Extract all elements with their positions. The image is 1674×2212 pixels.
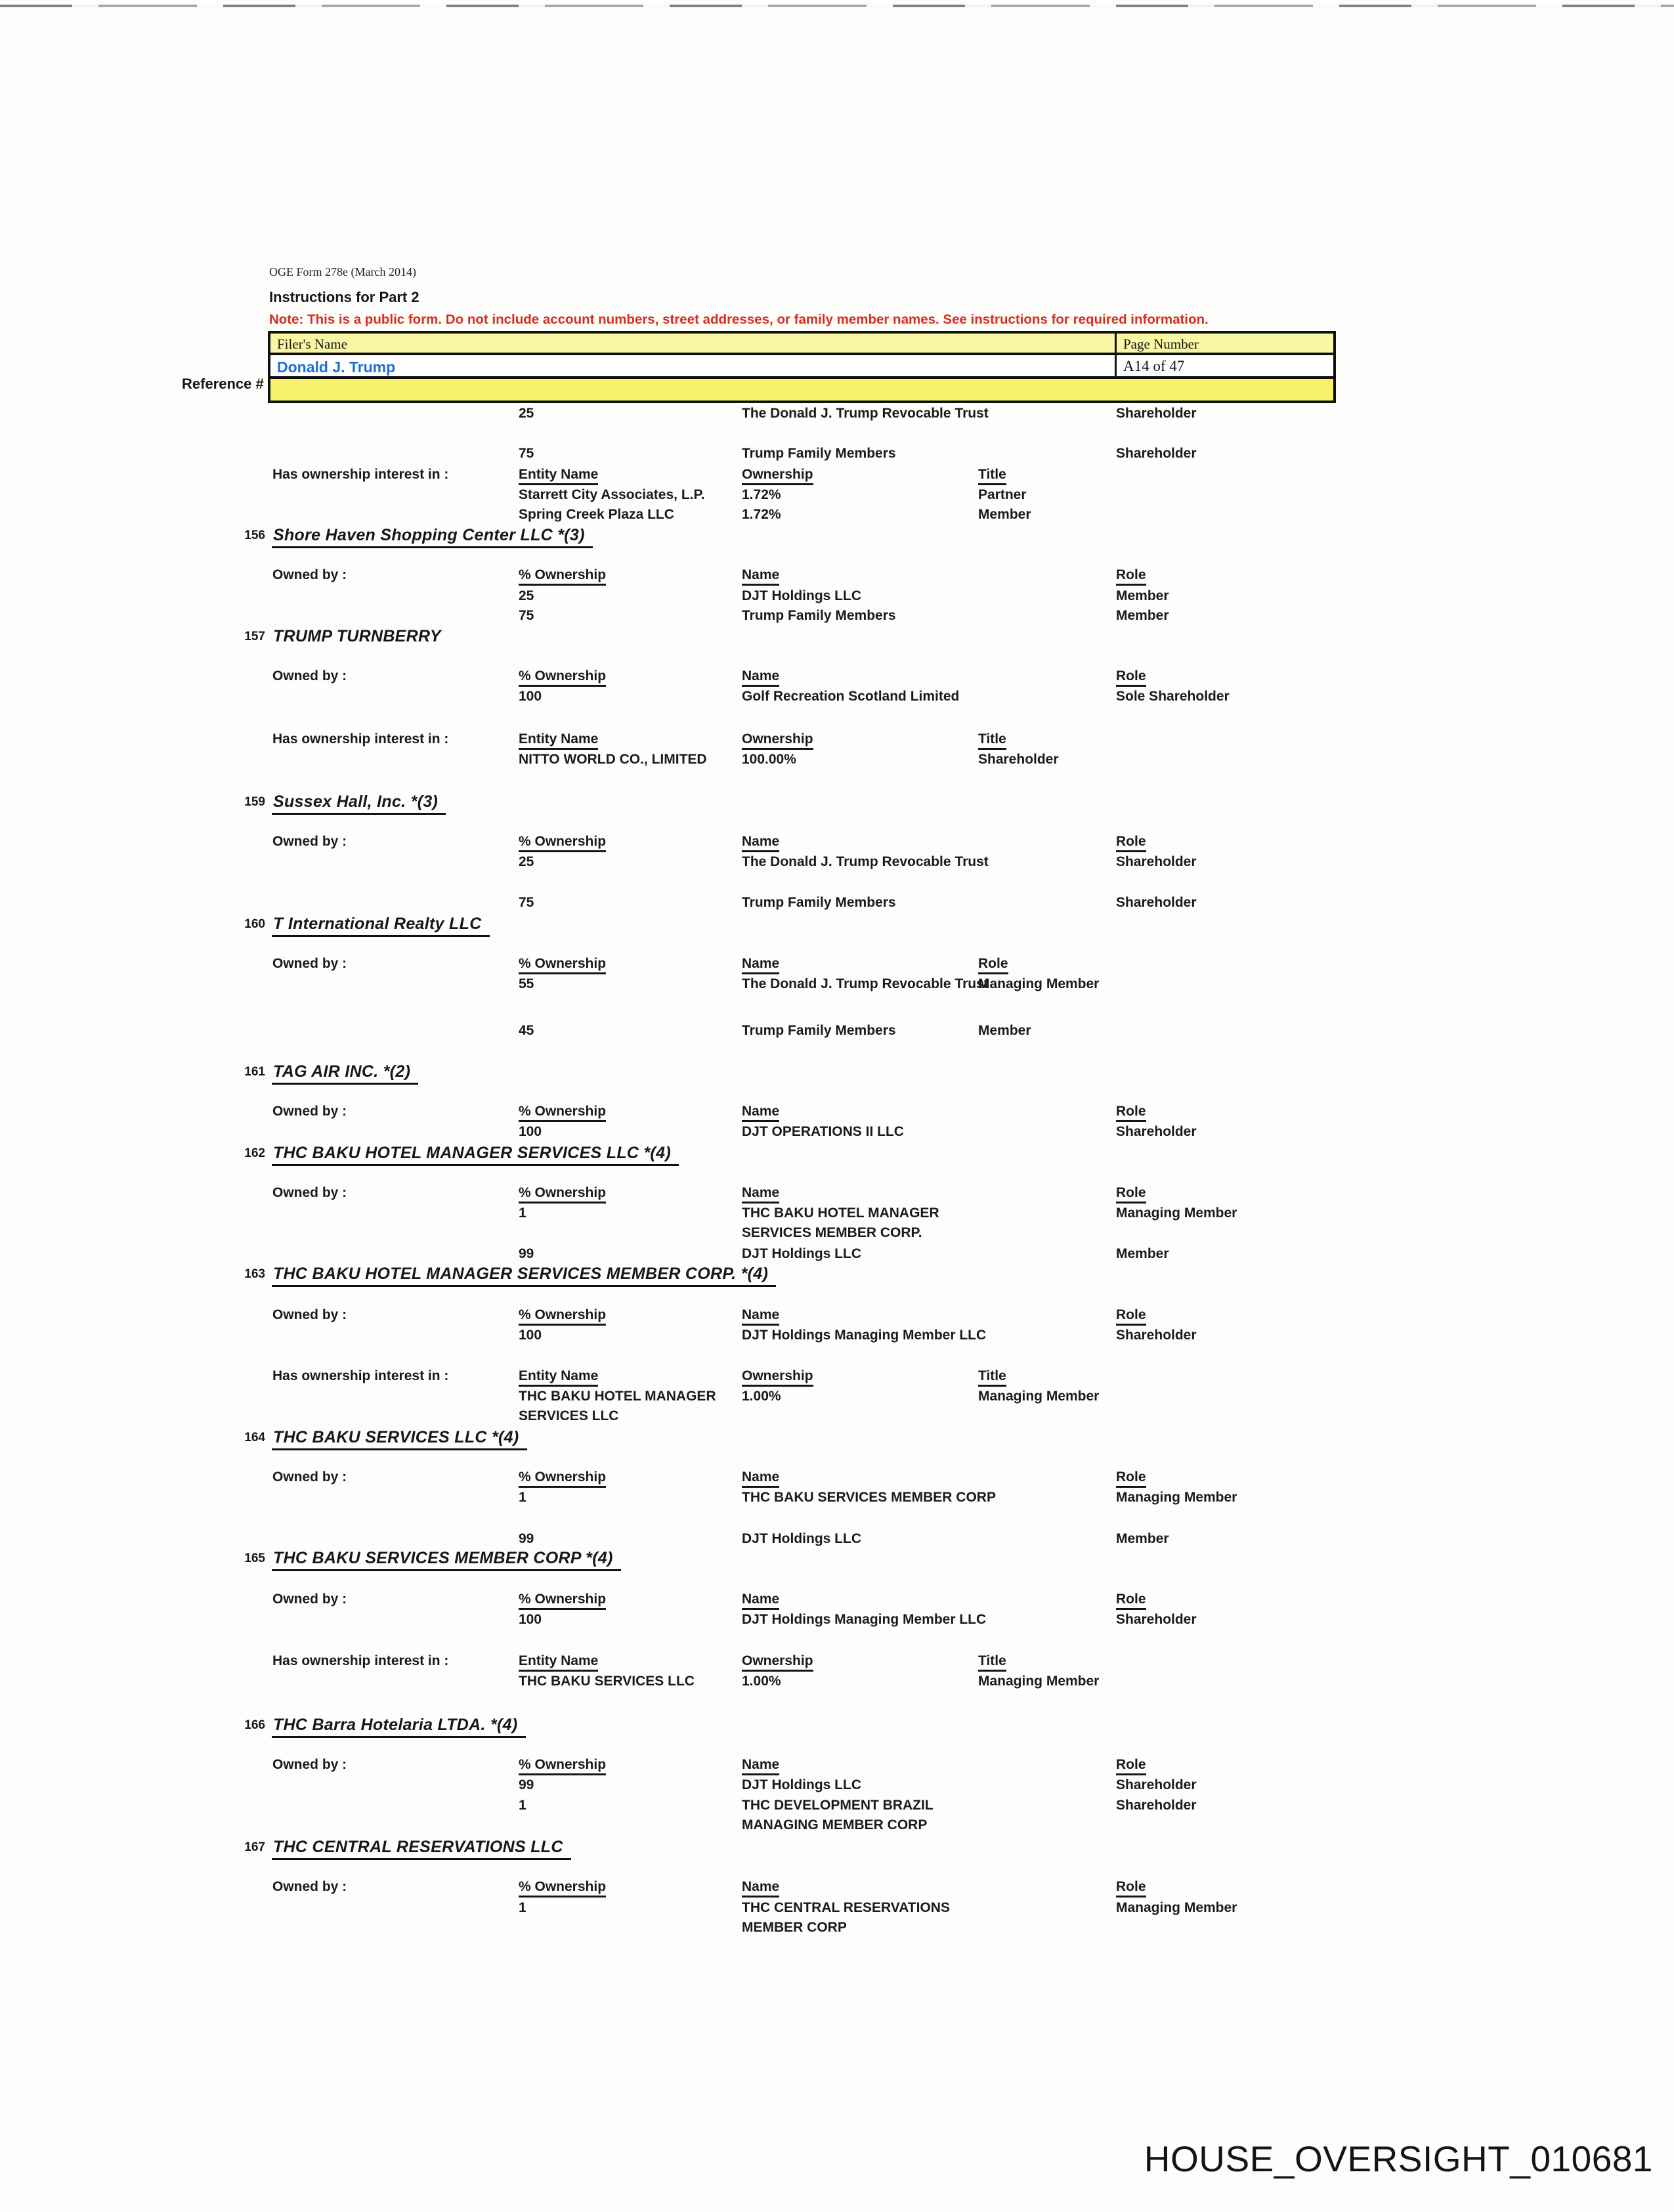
spacer-cell: [272, 1898, 519, 1938]
interest-row: [272, 485, 1674, 505]
filer-name-label: Filer's Name: [270, 334, 1117, 353]
role-value: Shareholder: [1116, 446, 1197, 461]
owned-by-label: Owned by :: [272, 834, 347, 849]
role-header-text: Role: [1116, 567, 1146, 586]
section-heading-166: [231, 1716, 1674, 1742]
spacer-cell: [272, 586, 519, 606]
title-header-text: Title: [978, 1368, 1006, 1387]
ownership-row: [272, 606, 1674, 626]
role-header: [1116, 1183, 1674, 1204]
name-header-text: Name: [742, 1469, 779, 1488]
owner-name-line1: THC BAKU HOTEL MANAGER: [742, 1205, 939, 1221]
owner-name: Golf Recreation Scotland Limited: [742, 689, 960, 704]
name-header-text: Name: [742, 833, 779, 852]
section-title: TAG AIR INC. *(2): [272, 1062, 418, 1085]
entity-name: Starrett City Associates, L.P.: [519, 487, 705, 502]
owner-name: DJT Holdings LLC: [742, 588, 861, 603]
ownership-row: [272, 1775, 1674, 1795]
pct-value: 25: [519, 588, 534, 603]
pct-header: [519, 1183, 742, 1204]
owner-name-line2: SERVICES MEMBER CORP.: [742, 1225, 922, 1240]
entity-name-header: [519, 465, 742, 485]
pct-value: 75: [519, 895, 534, 910]
role-value: Managing Member: [978, 976, 1100, 991]
role-header: [1116, 1755, 1674, 1775]
section-heading-165: [231, 1549, 1674, 1575]
owner-name: DJT Holdings LLC: [742, 1531, 861, 1546]
role-value: Member: [1116, 1531, 1169, 1546]
owned-by-label: Owned by :: [272, 567, 347, 582]
scan-artifact-top-edge: [0, 5, 1674, 7]
pct-header: [519, 1590, 742, 1610]
pct-header: [519, 1755, 742, 1775]
bates-stamp: HOUSE_OVERSIGHT_010681: [1144, 2138, 1653, 2179]
owned-by-label: Owned by :: [272, 668, 347, 683]
role-header-text: Role: [978, 955, 1008, 974]
ownership-row: [272, 1021, 1674, 1041]
ownership-value: 1.72%: [742, 507, 781, 522]
role-header: [1116, 1467, 1674, 1488]
ownership-listing: [0, 394, 1674, 1938]
name-header: [742, 1877, 1116, 1898]
section-title: THC BAKU HOTEL MANAGER SERVICES MEMBER CORP. *(4): [272, 1265, 776, 1287]
pct-value: 75: [519, 446, 534, 461]
name-header: [742, 666, 1116, 687]
pct-value: 1: [519, 1798, 526, 1813]
pct-header-text: % Ownership: [519, 955, 606, 974]
ownership-header-text: Ownership: [742, 1368, 813, 1387]
pct-value: 1: [519, 1490, 526, 1505]
spacer-cell: [272, 1775, 519, 1795]
owner-name: The Donald J. Trump Revocable Trust: [742, 976, 989, 991]
spacer-cell: [272, 606, 519, 626]
section-title: THC CENTRAL RESERVATIONS LLC: [272, 1838, 571, 1860]
pct-header-text: % Ownership: [519, 1469, 606, 1488]
entity-name: [519, 1387, 742, 1426]
ownership-row: [272, 687, 1674, 706]
role-value: Member: [978, 1023, 1031, 1038]
name-header-text: Name: [742, 1878, 779, 1898]
role-header-text: Role: [1116, 1756, 1146, 1775]
owned-by-header: [272, 1755, 1674, 1775]
ownership-header: [742, 465, 978, 485]
name-header-text: Name: [742, 1307, 779, 1326]
section-title: THC Barra Hotelaria LTDA. *(4): [272, 1716, 526, 1738]
ownership-row: [272, 974, 1674, 994]
role-value: Member: [1116, 1246, 1169, 1261]
pct-header: [519, 565, 742, 586]
section-number: 164: [244, 1431, 265, 1444]
filer-name-value: Donald J. Trump: [270, 355, 1117, 376]
entity-name-header: [519, 1651, 742, 1672]
spacer-cell: [272, 750, 519, 770]
pct-header: [519, 1467, 742, 1488]
section-title: Sussex Hall, Inc. *(3): [272, 792, 446, 815]
owned-by-header: [272, 565, 1674, 586]
name-header: [742, 565, 1116, 586]
has-interest-label: Has ownership interest in :: [272, 1368, 449, 1383]
section-number: 162: [244, 1146, 265, 1160]
section-number: 166: [244, 1718, 265, 1732]
spacer-cell: [272, 1488, 519, 1507]
pct-header: [519, 1102, 742, 1122]
owned-by-header: [272, 666, 1674, 687]
filer-table-header-row: [270, 334, 1333, 355]
pct-header-text: % Ownership: [519, 668, 606, 687]
spacer-cell: [272, 1244, 519, 1264]
role-header-text: Role: [1116, 668, 1146, 687]
pct-value: 99: [519, 1531, 534, 1546]
pct-value: 25: [519, 854, 534, 869]
pct-header-text: % Ownership: [519, 1756, 606, 1775]
ownership-row: [272, 1326, 1674, 1345]
title-value: Managing Member: [978, 1389, 1100, 1404]
title-header-text: Title: [978, 1653, 1006, 1672]
spacer-cell: [272, 1387, 519, 1426]
owner-name: DJT Holdings Managing Member LLC: [742, 1328, 987, 1343]
name-header: [742, 1755, 1116, 1775]
role-value: Managing Member: [1116, 1490, 1237, 1505]
ownership-header: [742, 1366, 978, 1387]
owner-name: Trump Family Members: [742, 608, 896, 623]
ownership-value: 1.00%: [742, 1389, 781, 1404]
has-interest-header: [272, 465, 1674, 485]
pct-value: 99: [519, 1777, 534, 1792]
owned-by-header: [272, 1590, 1674, 1610]
pct-header-text: % Ownership: [519, 1591, 606, 1610]
owned-by-header: [272, 1877, 1674, 1898]
owner-name: [742, 1898, 1116, 1938]
title-value: Member: [978, 507, 1031, 522]
owned-by-label: Owned by :: [272, 1592, 347, 1607]
owned-by-label: Owned by :: [272, 1469, 347, 1485]
pct-value: 100: [519, 1612, 542, 1627]
page-number-label: Page Number: [1123, 336, 1199, 352]
spacer-cell: [272, 974, 519, 994]
name-header: [742, 1590, 1116, 1610]
filer-table-value-row: [270, 355, 1333, 379]
owned-by-label: Owned by :: [272, 1307, 347, 1322]
public-form-note: Note: This is a public form. Do not include account numbers, street addresses, or family member names. See instructions for required information.: [269, 312, 1209, 327]
name-header-text: Name: [742, 668, 779, 687]
pct-header-text: % Ownership: [519, 1878, 606, 1898]
section-heading-161: [231, 1062, 1674, 1089]
section-title: T International Realty LLC: [272, 915, 490, 937]
ownership-value: 1.00%: [742, 1674, 781, 1689]
spacer-cell: [272, 1610, 519, 1630]
owned-by-label: Owned by :: [272, 1185, 347, 1200]
owner-name-line2: MANAGING MEMBER CORP: [742, 1817, 928, 1832]
owner-name-line2: MEMBER CORP: [742, 1920, 847, 1935]
ownership-row: [272, 1244, 1674, 1264]
pct-header: [519, 666, 742, 687]
owner-name: [742, 1796, 1116, 1835]
section-title: THC BAKU SERVICES MEMBER CORP *(4): [272, 1549, 621, 1571]
spacer-cell: [272, 1122, 519, 1142]
name-header-text: Name: [742, 1756, 779, 1775]
owned-by-label: Owned by :: [272, 956, 347, 971]
title-header: [978, 1366, 1674, 1387]
filer-info-table: [268, 331, 1336, 403]
owner-name: DJT Holdings Managing Member LLC: [742, 1612, 987, 1627]
has-interest-header: [272, 729, 1674, 750]
pct-value: 99: [519, 1246, 534, 1261]
owner-name: The Donald J. Trump Revocable Trust: [742, 406, 989, 421]
ownership-row: [272, 1610, 1674, 1630]
role-value: Shareholder: [1116, 1124, 1197, 1139]
spacer-cell: [272, 1529, 519, 1549]
pct-header: [519, 1305, 742, 1326]
section-number: 156: [244, 529, 265, 542]
pct-value: 100: [519, 1328, 542, 1343]
section-title: THC BAKU HOTEL MANAGER SERVICES LLC *(4): [272, 1144, 679, 1166]
ownership-header-text: Ownership: [742, 466, 813, 485]
role-value: Sole Shareholder: [1116, 689, 1230, 704]
name-header-text: Name: [742, 1103, 779, 1122]
role-header: [1116, 1102, 1674, 1122]
role-header-text: Role: [1116, 1878, 1146, 1898]
pct-value: 1: [519, 1900, 526, 1915]
section-heading-159: [231, 792, 1674, 819]
section-title: THC BAKU SERVICES LLC *(4): [272, 1428, 527, 1450]
owner-name: DJT Holdings LLC: [742, 1777, 861, 1792]
interest-row: [272, 750, 1674, 770]
entity-name: THC BAKU SERVICES LLC: [519, 1674, 695, 1689]
pct-value: 25: [519, 406, 534, 421]
role-header: [978, 954, 1674, 974]
title-header: [978, 1651, 1674, 1672]
role-header: [1116, 565, 1674, 586]
owned-by-header: [272, 954, 1674, 974]
pct-header: [519, 954, 742, 974]
pct-header-text: % Ownership: [519, 1307, 606, 1326]
title-value: Partner: [978, 487, 1027, 502]
instructions-heading: Instructions for Part 2: [269, 289, 419, 305]
section-heading-160: [231, 915, 1674, 941]
name-header-text: Name: [742, 1184, 779, 1204]
section-heading-164: [231, 1428, 1674, 1454]
owner-name: Trump Family Members: [742, 895, 896, 910]
role-value: Shareholder: [1116, 854, 1197, 869]
spacer-cell: [272, 1204, 519, 1243]
section-title: Shore Haven Shopping Center LLC *(3): [272, 526, 593, 548]
owned-by-header: [272, 1467, 1674, 1488]
entity-name-header: [519, 729, 742, 750]
owner-name-line1: THC DEVELOPMENT BRAZIL: [742, 1798, 934, 1813]
name-header: [742, 954, 978, 974]
pct-value: 75: [519, 608, 534, 623]
has-interest-label: Has ownership interest in :: [272, 467, 449, 482]
role-header-text: Role: [1116, 833, 1146, 852]
interest-row: [272, 1672, 1674, 1691]
section-number: 159: [244, 795, 265, 809]
role-header: [1116, 1877, 1674, 1898]
ownership-header: [742, 1651, 978, 1672]
entity-name-header-text: Entity Name: [519, 1653, 598, 1672]
ownership-header-text: Ownership: [742, 731, 813, 750]
ownership-row: [272, 1898, 1674, 1938]
title-header: [978, 729, 1674, 750]
name-header: [742, 832, 1116, 852]
role-header-text: Role: [1116, 1103, 1146, 1122]
owner-name: [742, 1204, 1116, 1243]
form-id: OGE Form 278e (March 2014): [269, 265, 416, 278]
spacer-cell: [272, 505, 519, 525]
pct-header: [519, 832, 742, 852]
role-header-text: Role: [1116, 1591, 1146, 1610]
title-value: Managing Member: [978, 1674, 1100, 1689]
name-header-text: Name: [742, 1591, 779, 1610]
ownership-row: [272, 852, 1674, 872]
pct-value: 45: [519, 1023, 534, 1038]
has-interest-label: Has ownership interest in :: [272, 731, 449, 747]
owned-by-label: Owned by :: [272, 1757, 347, 1772]
section-title: TRUMP TURNBERRY: [273, 627, 441, 645]
ownership-header-text: Ownership: [742, 1653, 813, 1672]
spacer-cell: [272, 444, 519, 464]
entity-name: NITTO WORLD CO., LIMITED: [519, 752, 707, 767]
name-header: [742, 1102, 1116, 1122]
ownership-header: [742, 729, 978, 750]
page-number-value: A14 of 47: [1123, 358, 1185, 374]
owned-by-header: [272, 1102, 1674, 1122]
role-value: Shareholder: [1116, 1612, 1197, 1627]
interest-row: [272, 1387, 1674, 1426]
section-number: 161: [244, 1065, 265, 1079]
title-header-text: Title: [978, 466, 1006, 485]
pct-header: [519, 1877, 742, 1898]
owned-by-label: Owned by :: [272, 1104, 347, 1119]
owned-by-header: [272, 1305, 1674, 1326]
spacer-cell: [272, 893, 519, 913]
role-value: Shareholder: [1116, 1798, 1197, 1813]
spacer-cell: [272, 1021, 519, 1041]
pct-header-text: % Ownership: [519, 1103, 606, 1122]
owner-name-line1: THC CENTRAL RESERVATIONS: [742, 1900, 950, 1915]
section-number: 163: [244, 1267, 265, 1281]
section-heading-162: [231, 1144, 1674, 1170]
pct-value: 55: [519, 976, 534, 991]
ownership-value: 1.72%: [742, 487, 781, 502]
role-header: [1116, 1305, 1674, 1326]
section-number: 160: [244, 917, 265, 931]
section-number: 167: [244, 1840, 265, 1854]
pct-header-text: % Ownership: [519, 833, 606, 852]
pct-header-text: % Ownership: [519, 567, 606, 586]
spacer-cell: [272, 852, 519, 872]
pct-value: 100: [519, 1124, 542, 1139]
interest-row: [272, 505, 1674, 525]
section-number: 157: [244, 630, 265, 643]
section-heading-163: [231, 1265, 1674, 1291]
role-value: Shareholder: [1116, 1777, 1197, 1792]
ownership-row: [272, 1796, 1674, 1835]
spacer-cell: [272, 404, 519, 423]
ownership-row: [272, 1488, 1674, 1507]
section-heading-167: [231, 1838, 1674, 1864]
entity-name-line2: SERVICES LLC: [519, 1408, 619, 1423]
has-interest-header: [272, 1366, 1674, 1387]
role-header-text: Role: [1116, 1469, 1146, 1488]
role-value: Managing Member: [1116, 1900, 1237, 1915]
owner-name: The Donald J. Trump Revocable Trust: [742, 854, 989, 869]
pct-value: 100: [519, 689, 542, 704]
title-header-text: Title: [978, 731, 1006, 750]
owner-name: Trump Family Members: [742, 1023, 896, 1038]
name-header: [742, 1183, 1116, 1204]
ownership-row: [272, 444, 1674, 464]
owner-name: Trump Family Members: [742, 446, 896, 461]
role-value: Member: [1116, 588, 1169, 603]
spacer-cell: [272, 1326, 519, 1345]
role-header: [1116, 1590, 1674, 1610]
role-header: [1116, 666, 1674, 687]
entity-name-header-text: Entity Name: [519, 1368, 598, 1387]
ownership-row: [272, 586, 1674, 606]
role-value: Member: [1116, 608, 1169, 623]
ownership-row: [272, 1204, 1674, 1243]
role-value: Managing Member: [1116, 1205, 1237, 1221]
spacer-cell: [272, 687, 519, 706]
entity-name: Spring Creek Plaza LLC: [519, 507, 674, 522]
name-header-text: Name: [742, 955, 779, 974]
has-interest-label: Has ownership interest in :: [272, 1653, 449, 1668]
owner-name: DJT OPERATIONS II LLC: [742, 1124, 904, 1139]
role-value: Shareholder: [1116, 406, 1197, 421]
spacer-cell: [272, 1796, 519, 1835]
owner-name: THC BAKU SERVICES MEMBER CORP: [742, 1490, 996, 1505]
section-heading-156: [231, 526, 1674, 552]
title-value: Shareholder: [978, 752, 1059, 767]
section-heading-157: [231, 627, 1674, 653]
reference-number-label: Reference #: [182, 376, 264, 392]
section-number: 165: [244, 1551, 265, 1565]
role-header-text: Role: [1116, 1307, 1146, 1326]
owner-name: DJT Holdings LLC: [742, 1246, 861, 1261]
ownership-row: [272, 893, 1674, 913]
pct-value: 1: [519, 1205, 526, 1221]
spacer-cell: [272, 485, 519, 505]
spacer-cell: [272, 1672, 519, 1691]
role-header: [1116, 832, 1674, 852]
role-value: Shareholder: [1116, 895, 1197, 910]
owned-by-label: Owned by :: [272, 1879, 347, 1894]
ownership-row: [272, 404, 1674, 423]
ownership-row: [272, 1529, 1674, 1549]
owned-by-header: [272, 832, 1674, 852]
pct-header-text: % Ownership: [519, 1184, 606, 1204]
entity-name-line1: THC BAKU HOTEL MANAGER: [519, 1389, 716, 1404]
ownership-row: [272, 1122, 1674, 1142]
entity-name-header-text: Entity Name: [519, 731, 598, 750]
entity-name-header: [519, 1366, 742, 1387]
name-header: [742, 1305, 1116, 1326]
name-header-text: Name: [742, 567, 779, 586]
name-header: [742, 1467, 1116, 1488]
has-interest-header: [272, 1651, 1674, 1672]
role-header-text: Role: [1116, 1184, 1146, 1204]
ownership-value: 100.00%: [742, 752, 796, 767]
entity-name-header-text: Entity Name: [519, 466, 598, 485]
role-value: Shareholder: [1116, 1328, 1197, 1343]
title-header: [978, 465, 1674, 485]
owned-by-header: [272, 1183, 1674, 1204]
